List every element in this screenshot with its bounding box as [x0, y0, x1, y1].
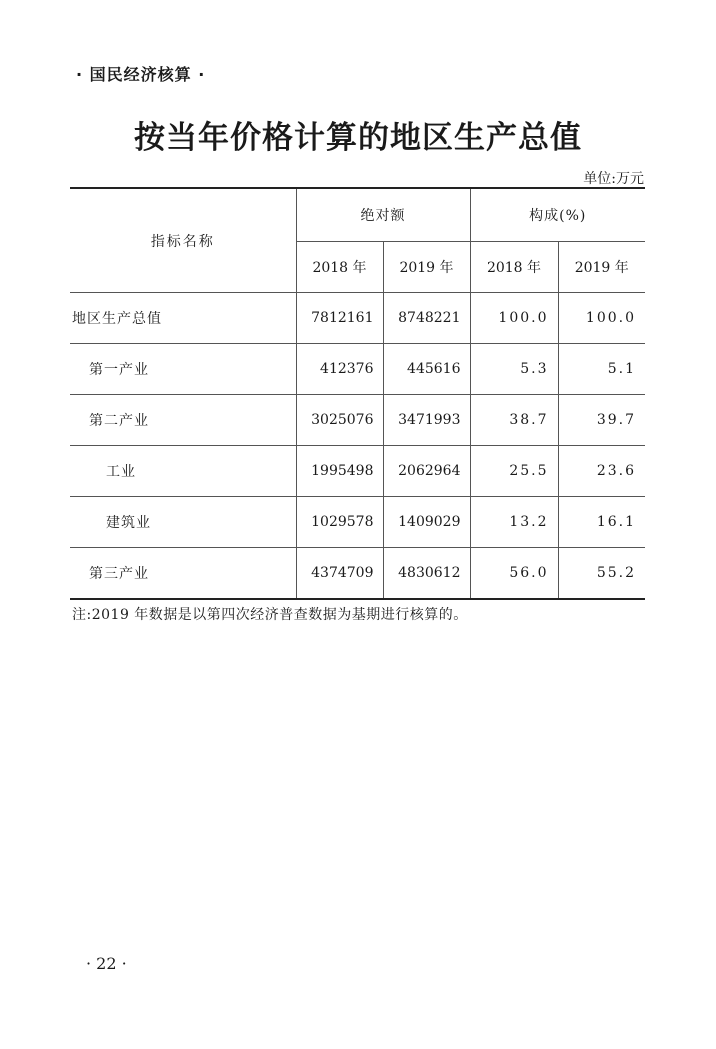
share-2019-cell: 39.7 [558, 395, 645, 446]
value-2018-cell: 1995498 [296, 446, 383, 497]
value-2019-cell: 4830612 [383, 548, 470, 600]
value-2018-cell: 1029578 [296, 497, 383, 548]
share-2019-cell: 55.2 [558, 548, 645, 600]
value-2018-cell: 4374709 [296, 548, 383, 600]
page-title: 按当年价格计算的地区生产总值 [134, 120, 582, 156]
table-row [70, 293, 645, 344]
value-2019-cell: 2062964 [383, 446, 470, 497]
share-2019-cell: 100.0 [558, 293, 645, 344]
row-name-cell: 第二产业 [70, 395, 296, 446]
value-2019-cell: 3471993 [383, 395, 470, 446]
share-2019-cell: 5.1 [558, 344, 645, 395]
table-row [70, 548, 645, 600]
column-group-absolute: 绝对额 [296, 188, 470, 242]
table-row [70, 497, 645, 548]
share-2018-cell: 25.5 [470, 446, 558, 497]
value-2019-cell: 8748221 [383, 293, 470, 344]
page-number: · 22 · [86, 954, 127, 973]
unit-label: 单位:万元 [583, 171, 644, 187]
share-2019-cell: 16.1 [558, 497, 645, 548]
row-name-cell: 地区生产总值 [70, 293, 296, 344]
share-2018-cell: 100.0 [470, 293, 558, 344]
value-2018-cell: 3025076 [296, 395, 383, 446]
footnote: 注:2019 年数据是以第四次经济普查数据为基期进行核算的。 [72, 607, 468, 623]
column-group-composition: 构成(%) [470, 188, 645, 242]
row-name-cell: 第三产业 [70, 548, 296, 600]
row-name-cell: 工业 [70, 446, 296, 497]
column-header-indicator: 指标名称 [70, 188, 296, 293]
share-2018-cell: 5.3 [470, 344, 558, 395]
value-2018-cell: 7812161 [296, 293, 383, 344]
share-2018-cell: 56.0 [470, 548, 558, 600]
share-2019-cell: 23.6 [558, 446, 645, 497]
column-header-year: 2019 年 [383, 242, 470, 293]
section-header: · 国民经济核算 · [76, 65, 206, 84]
column-header-year: 2018 年 [296, 242, 383, 293]
share-2018-cell: 38.7 [470, 395, 558, 446]
row-name-cell: 建筑业 [70, 497, 296, 548]
gdp-table [70, 187, 645, 600]
table-row [70, 344, 645, 395]
table-row [70, 446, 645, 497]
value-2019-cell: 445616 [383, 344, 470, 395]
column-header-year: 2018 年 [470, 242, 558, 293]
row-name-cell: 第一产业 [70, 344, 296, 395]
share-2018-cell: 13.2 [470, 497, 558, 548]
column-header-year: 2019 年 [558, 242, 645, 293]
table-row [70, 395, 645, 446]
value-2018-cell: 412376 [296, 344, 383, 395]
value-2019-cell: 1409029 [383, 497, 470, 548]
